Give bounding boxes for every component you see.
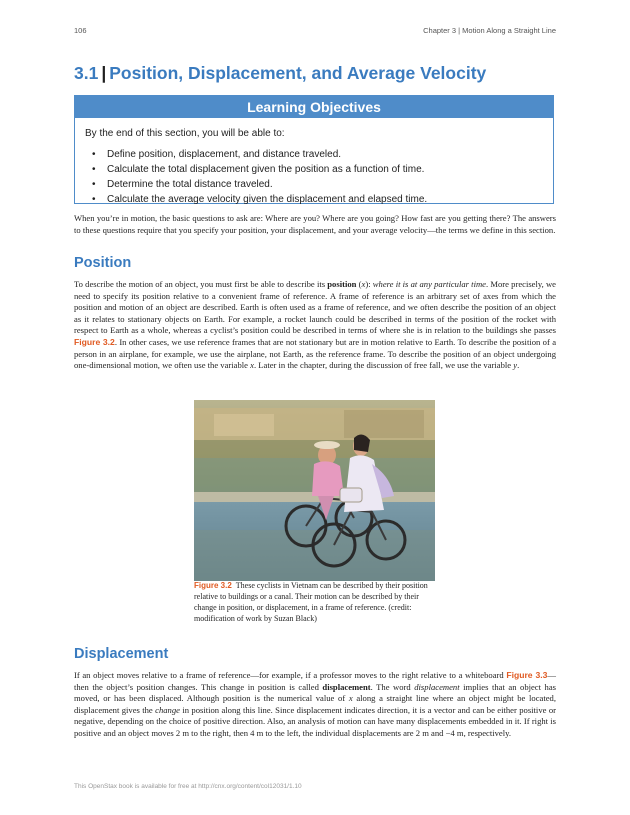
term-displacement: displacement <box>322 681 371 692</box>
learning-objectives-box <box>74 95 554 204</box>
position-heading: Position <box>74 255 132 271</box>
bullet-icon: • <box>92 194 96 205</box>
list-item: • Calculate the average velocity given the displacement and elapsed time. <box>92 194 428 205</box>
position-definition: where it is at any particular time <box>372 279 486 289</box>
learning-objectives-intro: By the end of this section, you will be able to: <box>85 128 285 139</box>
position-paragraph: To describe the motion of an object, you must first be able to describe its position (x): where it is at any particular time. More precisely, we need to specify its position relative to a convenient frame of reference. A frame of reference is an arbitrary set of axes from which the position and motion of an object are described. Earth is often used as a frame of reference, and we often describe the position of an object as it relates to stationary objects on Earth. For example, a rocket launch could be described in terms of the position of the rocket with respect to Earth as a whole, whereas a cyclist’s position could be described in terms of where she is in relation to the buildings she passes Figure 3.2. In other cases, we use reference frames that are not stationary but are in motion relative to Earth. To describe the position of a person in an airplane, for example, we use the airplane, not Earth, as the reference frame. To describe the position of an object undergoing one-dimensional motion, we often use the variable x. Later in the chapter, during the discussion of free fall, we use the variable y. <box>74 279 557 371</box>
page-header <box>74 26 556 35</box>
intro-paragraph: When you’re in motion, the basic questions to ask are: Where are you? Where are you going? How fast are you getting there? The answers to these questions require that you specify your position, your displacement, and your average velocity—the terms we define in this section. <box>74 213 556 235</box>
cyclists-photo <box>194 400 435 581</box>
figure-caption <box>194 580 434 624</box>
chapter-title: Chapter 3 | Motion Along a Straight Line <box>423 26 556 35</box>
section-separator: | <box>101 63 107 83</box>
figure-label: Figure 3.2 <box>194 581 232 590</box>
figure-link-3-3[interactable]: Figure 3.3 <box>506 670 548 680</box>
page-footer: This OpenStax book is available for free at http://cnx.org/content/col12031/1.10 <box>74 783 302 790</box>
page-number: 106 <box>74 26 87 35</box>
bullet-icon: • <box>92 164 96 175</box>
figure-caption-text: These cyclists in Vietnam can be described by their position relative to buildings or a canal. Their motion can be described by their change in position, or displacement, in a frame of reference. (credit: modification of work by Suzan Black) <box>194 581 428 623</box>
learning-objectives-heading: Learning Objectives <box>75 96 553 118</box>
displacement-heading: Displacement <box>74 646 169 662</box>
section-title-text: Position, Displacement, and Average Velocity <box>109 63 487 83</box>
list-item: • Define position, displacement, and distance traveled. <box>92 149 342 160</box>
list-item: • Calculate the total displacement given the position as a function of time. <box>92 164 425 175</box>
bullet-icon: • <box>92 179 96 190</box>
section-title <box>74 63 486 84</box>
figure-link-3-2[interactable]: Figure 3.2 <box>74 336 115 347</box>
bullet-icon: • <box>92 149 96 160</box>
learning-objectives-list <box>75 147 553 207</box>
term-position: position <box>327 279 357 289</box>
section-number: 3.1 <box>74 63 99 83</box>
displacement-paragraph: If an object moves relative to a frame of reference—for example, if a professor moves to the right relative to a whiteboard Figure 3.3—then the object’s position changes. This change in position is called displacement. The word displacement implies that an object has moved, or has been displaced. Although position is the numerical value of x along a straight line where an object might be located, displacement gives the change in position along this line. Since displacement indicates direction, it is a vector and can be either positive or negative, depending on the choice of positive direction. Also, an analysis of motion can have many displacements embedded in it. If right is positive and an object moves 2 m to the right, then 4 m to the left, the individual displacements are 2 m and −4 m, respectively. <box>74 670 557 738</box>
list-item: • Determine the total distance traveled. <box>92 179 273 190</box>
negative-four: −4 <box>445 727 455 738</box>
